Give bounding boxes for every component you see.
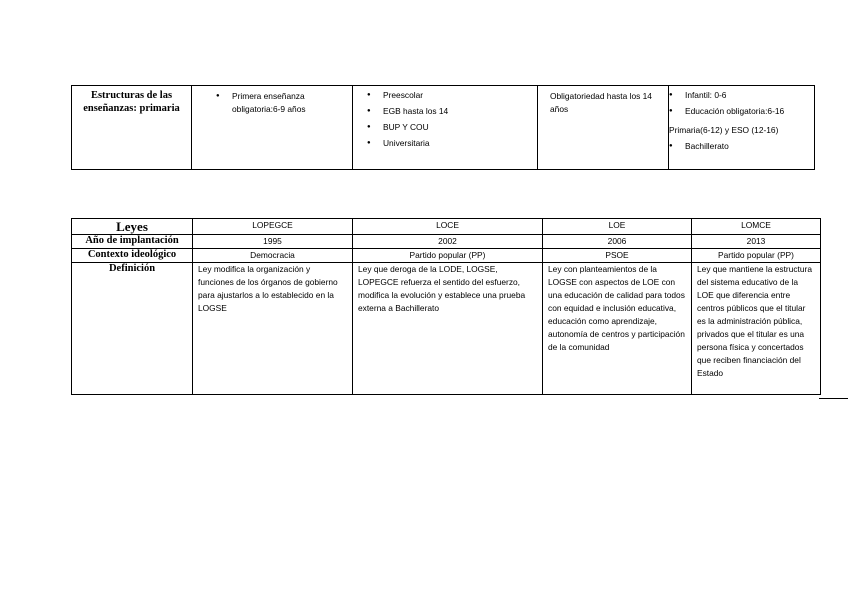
primera-ensenanza-cell [192,86,353,170]
law-context: Partido popular (PP) [353,249,543,263]
law-name: LOCE [353,219,543,235]
row-label-contexto: Contexto ideológico [72,249,193,263]
law-definition: Ley con planteamientos de la LOGSE con aspectos de LOE con una educación de calidad para todos con equidad e inclusión educativa, educación como aprendizaje, autonomía de centros y participación de la comunidad [543,263,692,395]
row-label-anio: Año de implantación [72,235,193,249]
table-row [72,263,821,395]
law-name: LOE [543,219,692,235]
list-item: ● Infantil: 0-6 [669,89,814,102]
list-item: ● EGB hasta los 14 [353,105,537,118]
table-border-extension [819,398,848,399]
lode-levels-cell [353,86,538,170]
table-row [72,86,815,170]
law-context: Partido popular (PP) [692,249,821,263]
table-row [72,235,821,249]
law-year: 2013 [692,235,821,249]
row-label-leyes: Leyes [72,219,193,235]
law-year: 2006 [543,235,692,249]
primaria-eso-text: Primaria(6-12) y ESO (12-16) [669,125,779,135]
estructuras-label: Estructuras de las enseñanzas: primaria [72,86,192,170]
list-item: ● Primera enseñanza obligatoria:6-9 años [192,90,352,116]
list-item: ● Educación obligatoria:6-16 [669,105,814,118]
law-year: 1995 [193,235,353,249]
law-definition: Ley modifica la organización y funciones de los órganos de gobierno para ajustarlos a lo establecido en la LOGSE [193,263,353,395]
law-name: LOMCE [692,219,821,235]
list-item: ● BUP Y COU [353,121,537,134]
list-item: ● Universitaria [353,137,537,150]
leyes-table [71,218,821,395]
estructuras-table [71,85,815,170]
law-context: Democracia [193,249,353,263]
law-context: PSOE [543,249,692,263]
law-definition: Ley que mantiene la estructura del sistema educativo de la LOE que diferencia entre centros públicos que el titular es la administración pública, privados que el titular es una persona física y concertados que reciben financiación del Estado [692,263,821,395]
table-row [72,219,821,235]
table-row [72,249,821,263]
list-item: ● Preescolar [353,89,537,102]
list-item: ● Bachillerato [669,140,814,153]
law-year: 2002 [353,235,543,249]
row-label-definicion: Definición [72,263,193,395]
law-definition: Ley que deroga de la LODE, LOGSE, LOPEGCE refuerza el sentido del esfuerzo, modifica la evolución y establece una prueba externa a Bachillerato [353,263,543,395]
law-name: LOPEGCE [193,219,353,235]
obligatoriedad-cell: Obligatoriedad hasta los 14 años [538,86,669,170]
loe-levels-cell [669,86,815,170]
